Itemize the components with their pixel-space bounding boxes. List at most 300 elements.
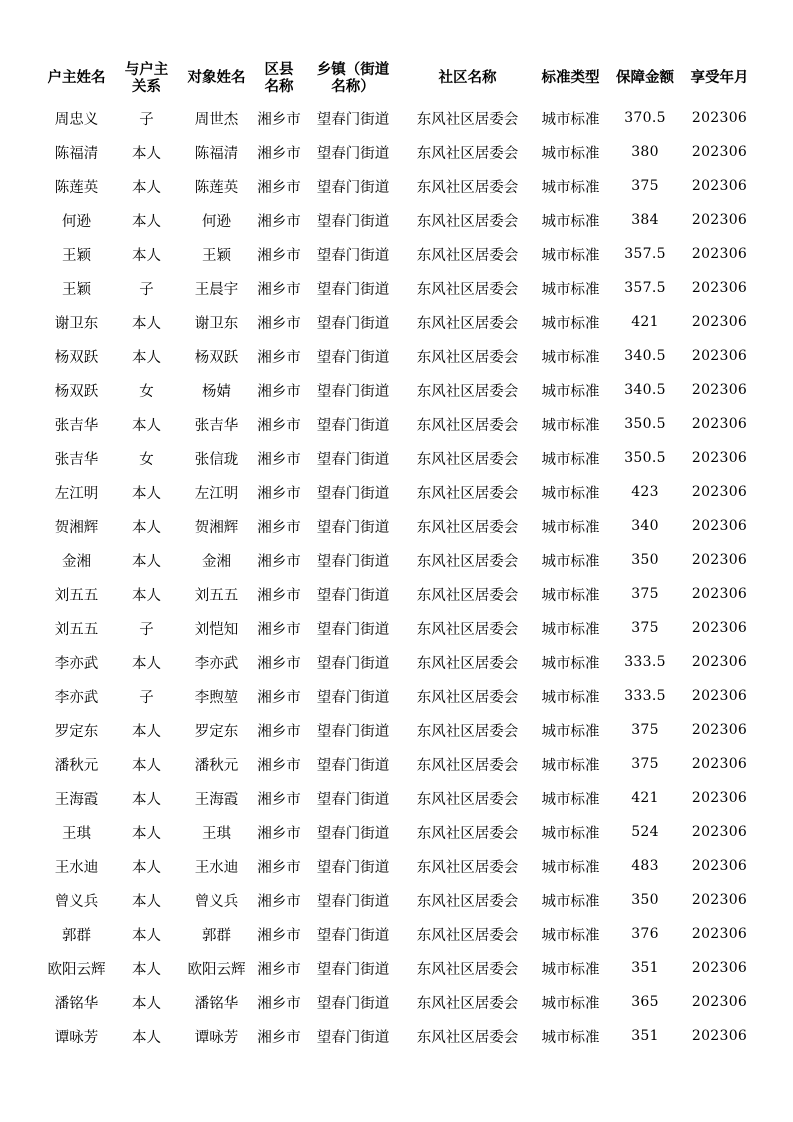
subsidy-amount-header [607, 56, 683, 101]
table-row [40, 815, 756, 849]
standard-type-cell: 城市标准 [541, 111, 600, 128]
community-cell: 东风社区居委会 [416, 553, 519, 570]
table-row [40, 679, 756, 713]
subsidy-amount-cell: 423 [631, 484, 659, 500]
table-row [40, 169, 756, 203]
subsidy-amount-cell: 375 [631, 756, 659, 772]
subsidy-amount-cell: 350.5 [624, 416, 666, 432]
standard-type-cell: 城市标准 [541, 689, 600, 706]
relationship-cell: 本人 [132, 961, 161, 978]
standard-type-cell: 城市标准 [541, 927, 600, 944]
community-cell: 东风社区居委会 [416, 519, 519, 536]
township-street-cell: 望春门街道 [316, 213, 390, 230]
household-head-name-cell: 郭群 [62, 927, 91, 944]
recipient-name-cell: 王颖 [202, 247, 231, 264]
county-cell: 湘乡市 [257, 621, 301, 638]
county-cell: 湘乡市 [257, 417, 301, 434]
household-head-name-cell: 王水迪 [54, 859, 99, 876]
household-head-name-cell: 王海霞 [54, 791, 99, 808]
household-head-name-cell: 刘五五 [54, 621, 99, 638]
benefit-month-header [683, 56, 756, 101]
table-row [40, 849, 756, 883]
community-cell: 东风社区居委会 [416, 383, 519, 400]
table-row [40, 1019, 756, 1053]
subsidy-amount-cell: 375 [631, 178, 659, 194]
relationship-header [113, 56, 180, 101]
community-header [401, 56, 534, 101]
table-row [40, 373, 756, 407]
community-cell: 东风社区居委会 [416, 825, 519, 842]
recipient-name-cell: 杨双跃 [194, 349, 239, 366]
benefit-month-cell: 202306 [691, 416, 748, 432]
community-cell: 东风社区居委会 [416, 111, 519, 128]
household-head-name-cell: 刘五五 [54, 587, 99, 604]
household-head-name-cell: 李亦武 [54, 655, 99, 672]
subsidy-amount-cell: 340 [631, 518, 659, 534]
community-cell: 东风社区居委会 [416, 213, 519, 230]
community-cell: 东风社区居委会 [416, 621, 519, 638]
county-cell: 湘乡市 [257, 349, 301, 366]
household-head-name-cell: 潘秋元 [54, 757, 99, 774]
standard-type-cell: 城市标准 [541, 587, 600, 604]
township-street-cell: 望春门街道 [316, 417, 390, 434]
community-cell: 东风社区居委会 [416, 655, 519, 672]
household-head-name-cell: 罗定东 [54, 723, 99, 740]
county-cell: 湘乡市 [257, 791, 301, 808]
subsidy-amount-cell: 384 [631, 212, 659, 228]
header-line: 享受年月 [690, 70, 749, 86]
benefit-month-cell: 202306 [691, 994, 748, 1010]
relationship-cell: 子 [139, 111, 154, 128]
household-head-name-cell: 杨双跃 [54, 349, 99, 366]
standard-type-cell: 城市标准 [541, 451, 600, 468]
standard-type-cell: 城市标准 [541, 621, 600, 638]
county-cell: 湘乡市 [257, 757, 301, 774]
standard-type-cell: 城市标准 [541, 247, 600, 264]
header-line: 社区名称 [438, 70, 497, 86]
household-head-name-cell: 杨双跃 [54, 383, 99, 400]
township-street-cell: 望春门街道 [316, 995, 390, 1012]
household-head-name-cell: 贺湘辉 [54, 519, 99, 536]
township-street-cell: 望春门街道 [316, 689, 390, 706]
relationship-cell: 本人 [132, 791, 161, 808]
relationship-cell: 本人 [132, 519, 161, 536]
recipient-name-cell: 周世杰 [194, 111, 239, 128]
benefit-month-cell: 202306 [691, 722, 748, 738]
community-cell: 东风社区居委会 [416, 893, 519, 910]
household-head-name-cell: 陈福清 [54, 145, 99, 162]
recipient-name-cell: 潘秋元 [194, 757, 239, 774]
recipient-name-cell: 潘铭华 [194, 995, 239, 1012]
county-cell: 湘乡市 [257, 553, 301, 570]
township-street-cell: 望春门街道 [316, 553, 390, 570]
household-head-name-cell: 潘铭华 [54, 995, 99, 1012]
standard-type-cell: 城市标准 [541, 995, 600, 1012]
header-line: 户主姓名 [47, 70, 106, 86]
subsidy-amount-cell: 340.5 [624, 348, 666, 364]
header-line: 标准类型 [541, 70, 600, 86]
relationship-cell: 本人 [132, 349, 161, 366]
relationship-cell: 本人 [132, 247, 161, 264]
township-street-cell: 望春门街道 [316, 145, 390, 162]
table-row [40, 441, 756, 475]
benefit-month-cell: 202306 [691, 586, 748, 602]
recipient-name-cell: 陈莲英 [194, 179, 239, 196]
subsidy-amount-cell: 375 [631, 620, 659, 636]
community-cell: 东风社区居委会 [416, 995, 519, 1012]
benefit-month-cell: 202306 [691, 960, 748, 976]
township-street-cell: 望春门街道 [316, 859, 390, 876]
standard-type-cell: 城市标准 [541, 825, 600, 842]
subsidy-amount-cell: 524 [631, 824, 659, 840]
subsidy-amount-cell: 483 [631, 858, 659, 874]
county-cell: 湘乡市 [257, 213, 301, 230]
community-cell: 东风社区居委会 [416, 315, 519, 332]
township-street-cell: 望春门街道 [316, 621, 390, 638]
county-cell: 湘乡市 [257, 1029, 301, 1046]
header-line: 区县 [264, 61, 294, 78]
county-cell: 湘乡市 [257, 145, 301, 162]
standard-type-cell: 城市标准 [541, 655, 600, 672]
county-cell: 湘乡市 [257, 383, 301, 400]
subsidy-amount-cell: 357.5 [624, 246, 666, 262]
township-street-cell: 望春门街道 [316, 485, 390, 502]
recipient-name-cell: 郭群 [202, 927, 231, 944]
household-head-name-cell: 周忠义 [54, 111, 99, 128]
benefit-month-cell: 202306 [691, 552, 748, 568]
standard-type-cell: 城市标准 [541, 553, 600, 570]
table-row [40, 271, 756, 305]
standard-type-cell: 城市标准 [541, 757, 600, 774]
standard-type-cell: 城市标准 [541, 1029, 600, 1046]
county-cell: 湘乡市 [257, 485, 301, 502]
relationship-cell: 本人 [132, 145, 161, 162]
community-cell: 东风社区居委会 [416, 281, 519, 298]
subsidy-amount-cell: 365 [631, 994, 659, 1010]
relationship-cell: 本人 [132, 757, 161, 774]
standard-type-cell: 城市标准 [541, 519, 600, 536]
benefit-month-cell: 202306 [691, 314, 748, 330]
table-row [40, 339, 756, 373]
header-line: 乡镇（街道 [316, 61, 390, 78]
benefit-month-cell: 202306 [691, 110, 748, 126]
household-head-name-cell: 谢卫东 [54, 315, 99, 332]
county-header [253, 56, 305, 101]
benefit-month-cell: 202306 [691, 620, 748, 636]
standard-type-cell: 城市标准 [541, 723, 600, 740]
table-row [40, 781, 756, 815]
header-row [40, 56, 756, 101]
township-street-cell: 望春门街道 [316, 519, 390, 536]
community-cell: 东风社区居委会 [416, 451, 519, 468]
subsidy-amount-cell: 333.5 [624, 688, 666, 704]
subsidy-amount-cell: 376 [631, 926, 659, 942]
recipient-name-cell: 刘恺知 [194, 621, 239, 638]
subsidy-amount-cell: 340.5 [624, 382, 666, 398]
relationship-cell: 本人 [132, 655, 161, 672]
household-head-name-cell: 王颖 [62, 247, 91, 264]
subsidy-amount-cell: 350 [631, 552, 659, 568]
benefit-month-cell: 202306 [691, 926, 748, 942]
county-cell: 湘乡市 [257, 859, 301, 876]
benefit-month-cell: 202306 [691, 790, 748, 806]
relationship-cell: 本人 [132, 927, 161, 944]
household-head-name-cell: 谭咏芳 [54, 1029, 99, 1046]
standard-type-cell: 城市标准 [541, 179, 600, 196]
household-head-name-cell: 左江明 [54, 485, 99, 502]
recipient-name-cell: 李煦堃 [194, 689, 239, 706]
subsidy-roster-table [40, 56, 756, 1053]
recipient-name-cell: 谭咏芳 [194, 1029, 239, 1046]
township-street-cell: 望春门街道 [316, 655, 390, 672]
recipient-name-cell: 张吉华 [194, 417, 239, 434]
township-street-cell: 望春门街道 [316, 791, 390, 808]
table-row [40, 713, 756, 747]
county-cell: 湘乡市 [257, 315, 301, 332]
community-cell: 东风社区居委会 [416, 723, 519, 740]
county-cell: 湘乡市 [257, 961, 301, 978]
subsidy-amount-cell: 357.5 [624, 280, 666, 296]
subsidy-amount-cell: 370.5 [624, 110, 666, 126]
township-street-cell: 望春门街道 [316, 1029, 390, 1046]
township-street-cell: 望春门街道 [316, 723, 390, 740]
benefit-month-cell: 202306 [691, 654, 748, 670]
township-street-cell: 望春门街道 [316, 179, 390, 196]
benefit-month-cell: 202306 [691, 824, 748, 840]
table-row [40, 577, 756, 611]
benefit-month-cell: 202306 [691, 212, 748, 228]
standard-type-cell: 城市标准 [541, 961, 600, 978]
township-street-cell: 望春门街道 [316, 111, 390, 128]
household-head-name-cell: 陈莲英 [54, 179, 99, 196]
relationship-cell: 本人 [132, 417, 161, 434]
household-head-name-cell: 曾义兵 [54, 893, 99, 910]
relationship-cell: 本人 [132, 553, 161, 570]
standard-type-cell: 城市标准 [541, 893, 600, 910]
county-cell: 湘乡市 [257, 995, 301, 1012]
recipient-name-cell: 曾义兵 [194, 893, 239, 910]
standard-type-cell: 城市标准 [541, 349, 600, 366]
community-cell: 东风社区居委会 [416, 927, 519, 944]
benefit-month-cell: 202306 [691, 178, 748, 194]
township-street-cell: 望春门街道 [316, 383, 390, 400]
table-row [40, 951, 756, 985]
county-cell: 湘乡市 [257, 689, 301, 706]
benefit-month-cell: 202306 [691, 858, 748, 874]
community-cell: 东风社区居委会 [416, 757, 519, 774]
relationship-cell: 本人 [132, 213, 161, 230]
community-cell: 东风社区居委会 [416, 485, 519, 502]
subsidy-amount-cell: 375 [631, 586, 659, 602]
table-row [40, 135, 756, 169]
standard-type-cell: 城市标准 [541, 383, 600, 400]
township-street-cell: 望春门街道 [316, 349, 390, 366]
table-header [40, 56, 756, 101]
community-cell: 东风社区居委会 [416, 349, 519, 366]
community-cell: 东风社区居委会 [416, 961, 519, 978]
subsidy-amount-cell: 421 [631, 314, 659, 330]
table-row [40, 475, 756, 509]
header-line: 与户主 [124, 61, 169, 78]
table-row [40, 883, 756, 917]
subsidy-amount-cell: 351 [631, 1028, 659, 1044]
recipient-name-cell: 王水迪 [194, 859, 239, 876]
county-cell: 湘乡市 [257, 927, 301, 944]
standard-type-cell: 城市标准 [541, 315, 600, 332]
township-street-cell: 望春门街道 [316, 927, 390, 944]
recipient-name-cell: 何逊 [202, 213, 231, 230]
township-street-cell: 望春门街道 [316, 893, 390, 910]
household-head-name-cell: 何逊 [62, 213, 91, 230]
benefit-month-cell: 202306 [691, 756, 748, 772]
relationship-cell: 本人 [132, 587, 161, 604]
table-row [40, 611, 756, 645]
standard-type-cell: 城市标准 [541, 145, 600, 162]
standard-type-cell: 城市标准 [541, 485, 600, 502]
table-row [40, 747, 756, 781]
relationship-cell: 本人 [132, 859, 161, 876]
relationship-cell: 本人 [132, 485, 161, 502]
header-line: 对象姓名 [187, 70, 246, 86]
header-line: 保障金额 [616, 70, 674, 86]
benefit-month-cell: 202306 [691, 688, 748, 704]
benefit-month-cell: 202306 [691, 518, 748, 534]
community-cell: 东风社区居委会 [416, 247, 519, 264]
county-cell: 湘乡市 [257, 247, 301, 264]
standard-type-cell: 城市标准 [541, 859, 600, 876]
table-row [40, 917, 756, 951]
recipient-name-cell: 王海霞 [194, 791, 239, 808]
county-cell: 湘乡市 [257, 179, 301, 196]
relationship-cell: 本人 [132, 893, 161, 910]
relationship-cell: 本人 [132, 723, 161, 740]
relationship-cell: 本人 [132, 179, 161, 196]
header-line: 名称 [264, 78, 294, 95]
relationship-cell: 子 [139, 281, 154, 298]
county-cell: 湘乡市 [257, 111, 301, 128]
relationship-cell: 女 [139, 451, 154, 468]
household-head-name-cell: 张吉华 [54, 451, 99, 468]
relationship-cell: 子 [139, 621, 154, 638]
table-row [40, 203, 756, 237]
county-cell: 湘乡市 [257, 655, 301, 672]
relationship-cell: 本人 [132, 995, 161, 1012]
benefit-month-cell: 202306 [691, 246, 748, 262]
benefit-month-cell: 202306 [691, 1028, 748, 1044]
township-street-header [305, 56, 401, 101]
county-cell: 湘乡市 [257, 519, 301, 536]
recipient-name-header [180, 56, 253, 101]
county-cell: 湘乡市 [257, 825, 301, 842]
community-cell: 东风社区居委会 [416, 145, 519, 162]
household-head-name-header [40, 56, 113, 101]
benefit-month-cell: 202306 [691, 484, 748, 500]
benefit-month-cell: 202306 [691, 348, 748, 364]
standard-type-cell: 城市标准 [541, 417, 600, 434]
county-cell: 湘乡市 [257, 281, 301, 298]
recipient-name-cell: 罗定东 [194, 723, 239, 740]
community-cell: 东风社区居委会 [416, 791, 519, 808]
recipient-name-cell: 王琪 [202, 825, 231, 842]
table-row [40, 237, 756, 271]
standard-type-cell: 城市标准 [541, 281, 600, 298]
county-cell: 湘乡市 [257, 451, 301, 468]
recipient-name-cell: 欧阳云辉 [187, 961, 246, 978]
subsidy-amount-cell: 350 [631, 892, 659, 908]
recipient-name-cell: 左江明 [194, 485, 239, 502]
household-head-name-cell: 李亦武 [54, 689, 99, 706]
county-cell: 湘乡市 [257, 587, 301, 604]
community-cell: 东风社区居委会 [416, 179, 519, 196]
relationship-cell: 本人 [132, 1029, 161, 1046]
county-cell: 湘乡市 [257, 723, 301, 740]
header-line: 名称） [331, 78, 375, 95]
table-body [40, 101, 756, 1053]
recipient-name-cell: 谢卫东 [194, 315, 239, 332]
township-street-cell: 望春门街道 [316, 247, 390, 264]
county-cell: 湘乡市 [257, 893, 301, 910]
recipient-name-cell: 王晨宇 [194, 281, 239, 298]
recipient-name-cell: 杨婧 [202, 383, 231, 400]
community-cell: 东风社区居委会 [416, 689, 519, 706]
household-head-name-cell: 金湘 [62, 553, 91, 570]
household-head-name-cell: 欧阳云辉 [47, 961, 106, 978]
township-street-cell: 望春门街道 [316, 281, 390, 298]
relationship-cell: 本人 [132, 825, 161, 842]
standard-type-cell: 城市标准 [541, 791, 600, 808]
relationship-cell: 女 [139, 383, 154, 400]
township-street-cell: 望春门街道 [316, 587, 390, 604]
table-row [40, 543, 756, 577]
community-cell: 东风社区居委会 [416, 417, 519, 434]
community-cell: 东风社区居委会 [416, 587, 519, 604]
standard-type-cell: 城市标准 [541, 213, 600, 230]
benefit-month-cell: 202306 [691, 450, 748, 466]
subsidy-amount-cell: 380 [631, 144, 659, 160]
header-line: 关系 [132, 78, 161, 95]
recipient-name-cell: 贺湘辉 [194, 519, 239, 536]
benefit-month-cell: 202306 [691, 892, 748, 908]
recipient-name-cell: 张信珑 [194, 451, 239, 468]
household-head-name-cell: 王颖 [62, 281, 91, 298]
benefit-month-cell: 202306 [691, 280, 748, 296]
table-row [40, 509, 756, 543]
recipient-name-cell: 陈福清 [194, 145, 239, 162]
subsidy-amount-cell: 421 [631, 790, 659, 806]
table-row [40, 645, 756, 679]
recipient-name-cell: 金湘 [202, 553, 231, 570]
community-cell: 东风社区居委会 [416, 859, 519, 876]
subsidy-amount-cell: 350.5 [624, 450, 666, 466]
subsidy-amount-cell: 351 [631, 960, 659, 976]
township-street-cell: 望春门街道 [316, 451, 390, 468]
household-head-name-cell: 王琪 [62, 825, 91, 842]
recipient-name-cell: 李亦武 [194, 655, 239, 672]
subsidy-amount-cell: 333.5 [624, 654, 666, 670]
township-street-cell: 望春门街道 [316, 315, 390, 332]
township-street-cell: 望春门街道 [316, 961, 390, 978]
subsidy-amount-cell: 375 [631, 722, 659, 738]
relationship-cell: 本人 [132, 315, 161, 332]
table-row [40, 101, 756, 135]
relationship-cell: 子 [139, 689, 154, 706]
table-row [40, 985, 756, 1019]
benefit-month-cell: 202306 [691, 382, 748, 398]
recipient-name-cell: 刘五五 [194, 587, 239, 604]
table-row [40, 305, 756, 339]
community-cell: 东风社区居委会 [416, 1029, 519, 1046]
table-row [40, 407, 756, 441]
